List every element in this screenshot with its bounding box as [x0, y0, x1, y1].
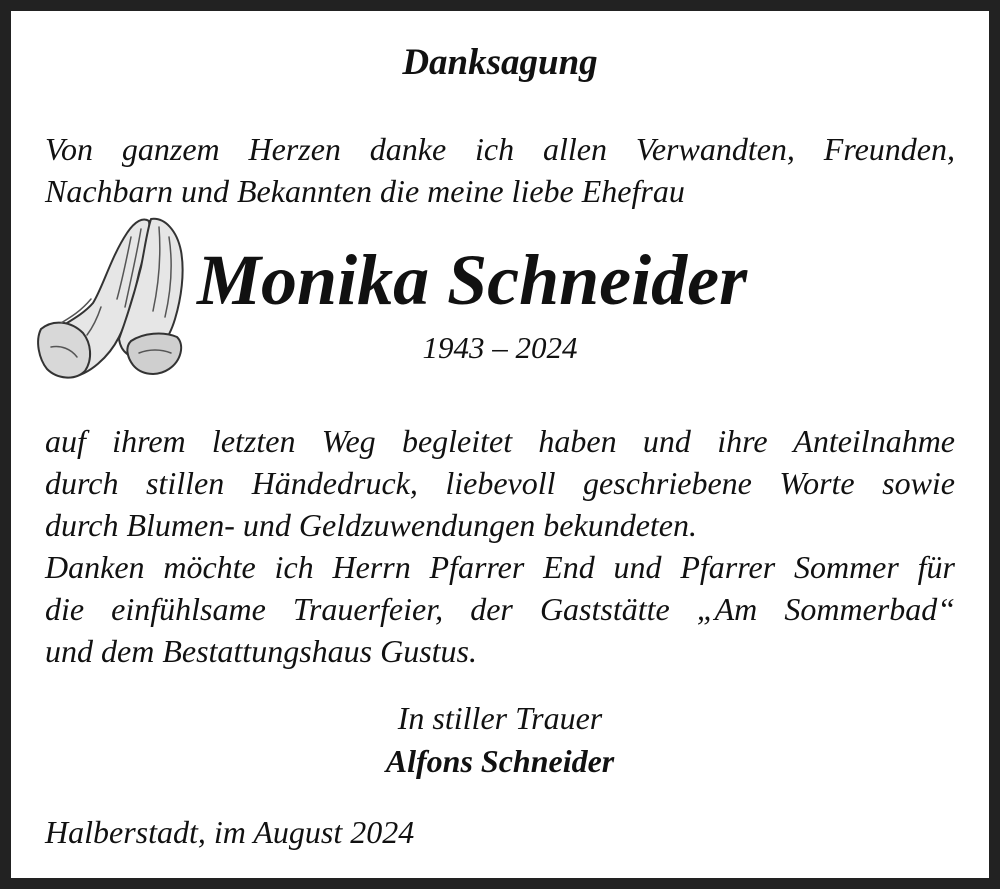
signature-name: Alfons Schneider: [385, 743, 615, 779]
deceased-name: Monika Schneider: [197, 240, 748, 320]
body-line-1: auf ihrem letzten Weg begleitet haben und ihre Anteilnahme: [45, 423, 955, 459]
intro-line-2: Nachbarn und Bekannten die meine liebe Ehefrau: [45, 173, 685, 209]
intro-line-1: Von ganzem Herzen danke ich allen Verwandten, Freunden,: [45, 131, 955, 167]
place-and-date: Halberstadt, im August 2024: [45, 814, 415, 850]
life-years: 1943 – 2024: [422, 330, 578, 365]
body-line-4: Danken möchte ich Herrn Pfarrer End und Pfarrer Sommer für: [45, 549, 955, 585]
body-line-3: durch Blumen- und Geldzuwendungen bekundeten.: [45, 507, 697, 543]
body-line-2: durch stillen Händedruck, liebevoll geschriebene Worte sowie: [45, 465, 955, 501]
body-line-6: und dem Bestattungshaus Gustus.: [45, 633, 477, 669]
notice-heading: Danksagung: [402, 42, 598, 83]
body-line-5: die einfühlsame Trauerfeier, der Gaststätte „Am Sommerbad“: [45, 591, 955, 627]
signature-label: In stiller Trauer: [397, 700, 603, 736]
